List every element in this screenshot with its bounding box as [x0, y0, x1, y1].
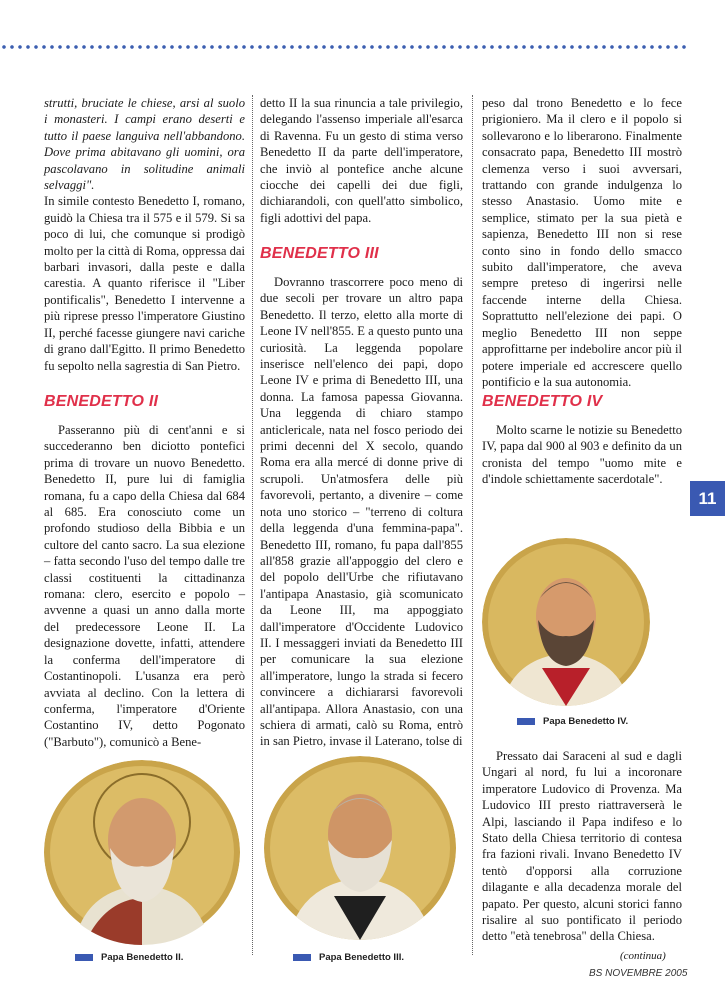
column-3-bottom: [482, 748, 682, 945]
continued-note: (continua): [620, 950, 666, 962]
column-divider: [252, 95, 253, 955]
page-number-tab: 11: [690, 481, 725, 516]
portrait-benedetto-ii: [44, 760, 240, 945]
section-heading-benedetto-ii: BENEDETTO II: [44, 393, 159, 410]
caption-benedetto-iii: [293, 952, 404, 963]
paragraph: Dovranno trascorrere poco meno di due secoli per trovare un altro papa Benedetto. Il terzo, eletto alla morte di Leone IV nell'855. E a questo punto una curiosità. La leggenda popolare inserisce nell'elenco dei papi, dopo Leone IV e prima di Benedetto III, una donna. La famosa papessa Giovanna. Una leggenda di chiaro stampo anticlericale, nata nel fosco periodo dei primi decenni del X secolo, quando Roma era alla mercé di donne prive di scrupoli. Un'atmosfera delle più favorevoli, pertanto, a divenire – come nota uno storico – "terreno di coltura della leggenda d'una femmina-papa". Benedetto III, romano, fu papa dall'855 all'858 grazie all'appoggio del clero e del popolo dell'Urbe che rifiutavano l'antipapa Anastasio, già scomunicato da Leone III, ma appoggiato dall'imperatore d'Occidente Ludovico II. I messaggeri inviati da Benedetto III per comunicare la sua elezione all'imperatore, lungo la strada si fecero convincere a dichiararsi favorevoli all'antipapa. Allora Anastasio, con una schiera di armati, calò su Roma, entrò in san Pietro, invase il Laterano, tolse di: [260, 275, 463, 749]
column-divider: [472, 95, 473, 955]
caption-text: Papa Benedetto II.: [101, 952, 184, 963]
column-1-lower: [44, 392, 245, 750]
top-dotted-rule: [0, 44, 690, 50]
caption-benedetto-ii: [75, 952, 183, 963]
column-1: [44, 95, 245, 374]
paragraph: In simile contesto Benedetto I, romano, guidò la Chiesa tra il 575 e il 579. Si sa poco di lui, che comunque si prodigò molto per la città di Roma, oppressa dai barbari invasori, dalla peste e dalla carestia. A quanto riferisce il "Liber pontificalis", Benedetto I intervenne a più riprese presso l'imperatore Giustino II, perché facesse giungere navi cariche di grano dall'Egitto. Il primo Benedetto fu sepolto nella sagrestia di San Pietro.: [44, 194, 245, 373]
caption-marker: [517, 718, 535, 725]
paragraph: Pressato dai Saraceni al sud e dagli Ungari al nord, fu lui a incoronare imperatore Ludovico di Provenza. Ma Ludovico III presto riattraverserà le Alpi, lasciando il Papa indifeso e lo Stato della Chiesa territorio di contesa fra fazioni rivali. Invano Benedetto IV tentò d'opporsi alla corruzione dilagante e alla decadenza morale del papato. Per questo, alcuni storici fanno risalire al suo pontificato il periodo detto "età tenebrosa" della Chiesa.: [482, 749, 682, 944]
caption-benedetto-iv: [517, 716, 628, 727]
portrait-benedetto-iv: [482, 538, 650, 706]
paragraph: Passeranno più di cent'anni e si succederanno ben diciotto pontefici prima di trovare un nuovo Benedetto. Benedetto II, pure lui di famiglia romana, fu a capo della Chiesa dal 684 al 685. Era conosciuto come un profondo studioso della Bibbia e un cultore del canto sacro. La sua elezione – fatta secondo l'uso del tempo dalle tre classi costituenti la cittadinanza romana: clero, esercito e popolo – avvenne a quasi un anno dalla morte del predecessore Leone II. La designazione dovette, infatti, attendere la conferma dell'imperatore di Costantinopoli. L'usanza era però avviata al declino. Con la lettera di conferma, l'imperatore d'Oriente Costantino IV, detto Pogonato ("Barbuto"), comunicò a Bene-: [44, 423, 245, 749]
caption-marker: [293, 954, 311, 961]
caption-text: Papa Benedetto III.: [319, 952, 404, 963]
section-heading-benedetto-iii: BENEDETTO III: [260, 245, 379, 262]
column-3-lower: [482, 392, 682, 488]
portrait-image: [44, 760, 240, 945]
paragraph: detto II la sua rinuncia a tale privilegio, delegando l'assenso imperiale all'esarca di Ravenna. Fu un gesto di stima verso Benedetto II da parte dell'imperatore, che inviò al pontefice anche alcune ciocche dei capelli dei due figli, dichiarandoli, con quell'atto simbolico, figli adottivi del papa.: [260, 96, 463, 225]
caption-text: Papa Benedetto IV.: [543, 716, 629, 727]
portrait-benedetto-iii: [264, 756, 456, 940]
portrait-image: [264, 756, 456, 940]
section-heading-benedetto-iv: BENEDETTO IV: [482, 393, 603, 410]
column-2: [260, 95, 463, 226]
footer-issue: BS NOVEMBRE 2005: [589, 968, 688, 979]
paragraph: Molto scarne le notizie su Benedetto IV, papa dal 900 al 903 e definito da un cronista del tempo "uomo mite e d'indole schiettamente sacerdotale".: [482, 423, 682, 487]
paragraph: peso dal trono Benedetto e lo fece prigioniero. Ma il clero e il popolo si sollevarono e lo liberarono. Finalmente consacrato papa, Benedetto III mostrò clemenza verso i suoi avversari, trattando con grande indulgenza lo stesso Anastasio. Uomo mite e semplice, stimato per la sua pietà e sapienza, Benedetto III non si rese conto sino in fondo dello smacco subito dall'imperatore, che aveva sempre preteso di ingerirsi nelle faccende interne della Chiesa. Soprattutto nell'elezione dei papi. O meglio Benedetto III non seppe approfittarne per indebolire ancor più il potere imperiale ed accrescere quello pontificio e la sua autonomia.: [482, 96, 682, 389]
portrait-image: [482, 538, 650, 706]
column-2-lower: [260, 244, 463, 750]
quote-paragraph: strutti, bruciate le chiese, arsi al suolo i monasteri. I campi erano deserti e tutto il paese languiva nell'abbandono. Dove prima abitavano gli uomini, ora pascolavano in solitudine animali selvaggi".: [44, 96, 245, 193]
caption-marker: [75, 954, 93, 961]
column-3: [482, 95, 682, 390]
